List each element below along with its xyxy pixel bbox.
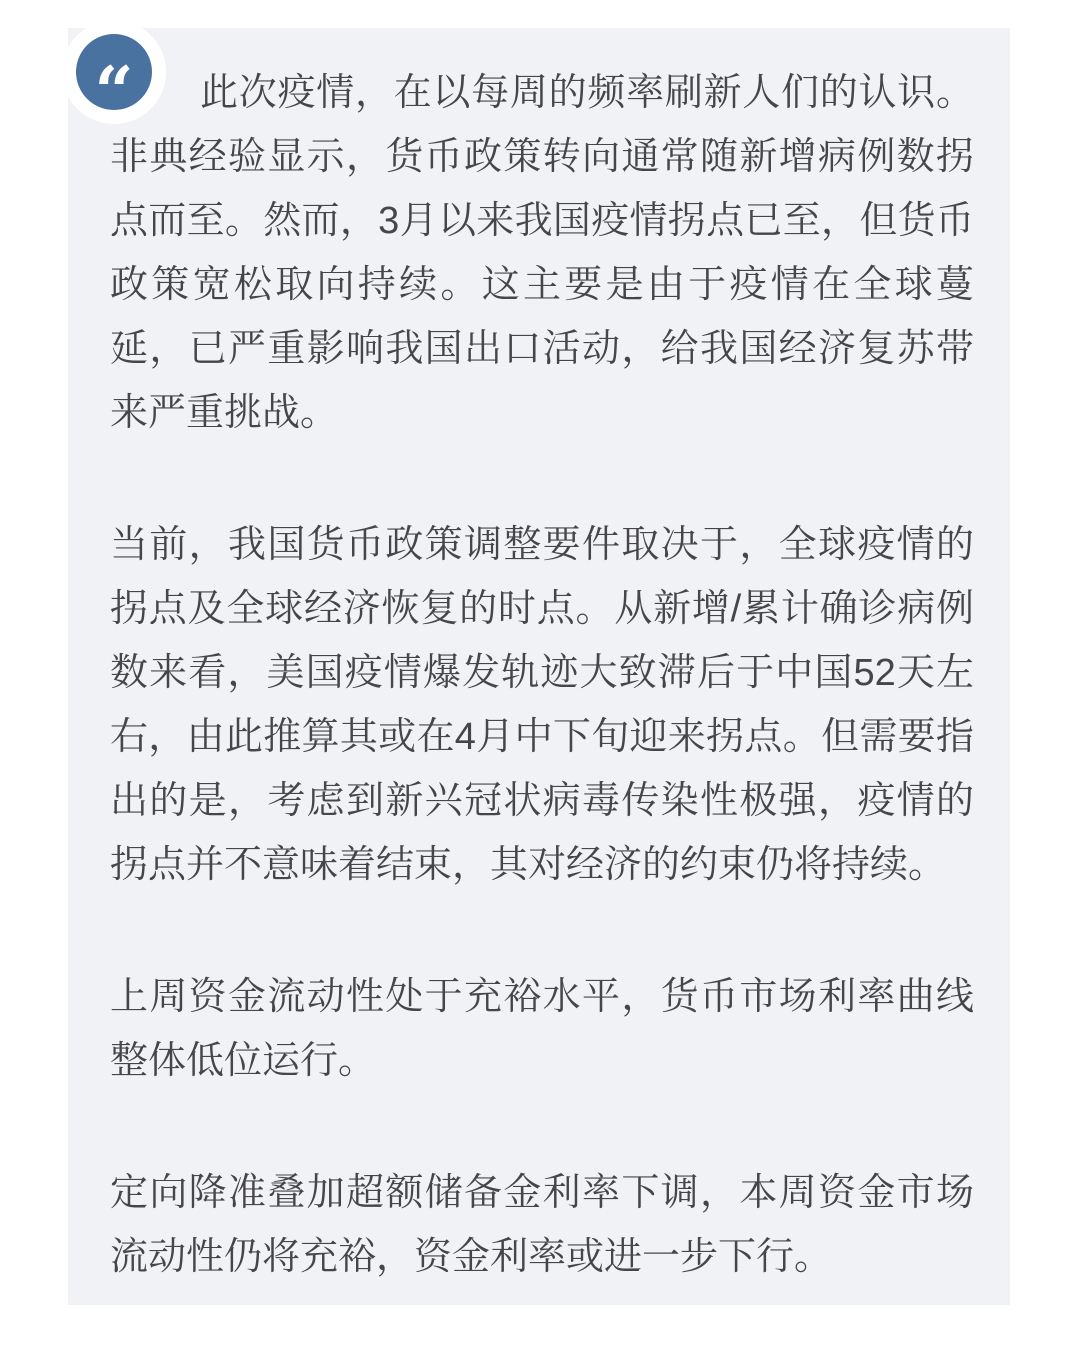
- quote-icon: “: [76, 34, 152, 110]
- quote-paragraph-3: 上周资金流动性处于充裕水平，货币市场利率曲线整体低位运行。: [110, 976, 974, 1082]
- quote-paragraph-4: 定向降准叠加超额储备金利率下调，本周资金市场流动性仍将充裕，资金利率或进一步下行。: [110, 1172, 974, 1278]
- quote-icon-halo: [62, 20, 166, 124]
- quote-paragraph-2: 当前，我国货币政策调整要件取决于，全球疫情的拐点及全球经济恢复的时点。从新增/累计确诊病例数来看，美国疫情爆发轨迹大致滞后于中国52天左右，由此推算其或在4月中下旬迎来拐点。但需要指出的是，考虑到新兴冠状病毒传染性极强，疫情的拐点并不意味着结束，其对经济的约束仍将持续。: [110, 524, 974, 886]
- quote-block: [68, 28, 1010, 1305]
- quote-text: [110, 61, 974, 1289]
- quote-paragraph-1: 此次疫情，在以每周的频率刷新人们的认识。非典经验显示，货币政策转向通常随新增病例数拐点而至。然而，3月以来我国疫情拐点已至，但货币政策宽松取向持续。这主要是由于疫情在全球蔓延，已严重影响我国出口活动，给我国经济复苏带来严重挑战。: [110, 72, 974, 434]
